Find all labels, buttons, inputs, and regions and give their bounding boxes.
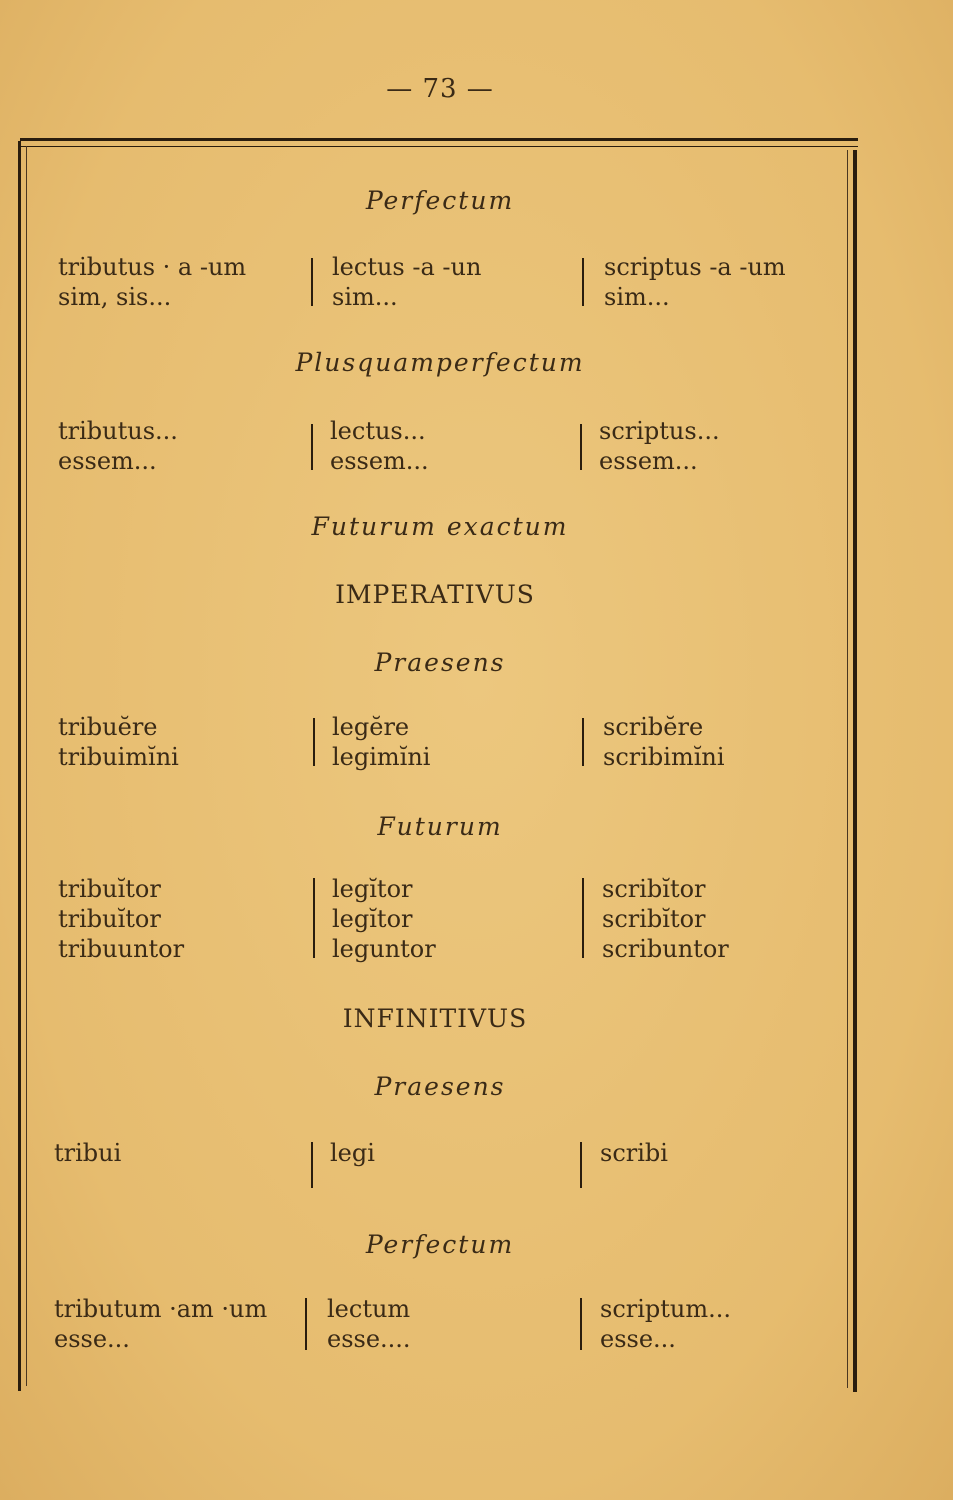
perfectum-col3-line2: sim... bbox=[604, 283, 670, 311]
heading-imperativus-futurum: Futurum bbox=[377, 812, 503, 841]
heading-perfectum: Perfectum bbox=[365, 186, 515, 215]
imp-futurum-col2-line3: leguntor bbox=[332, 935, 436, 963]
perfectum-col3-line1: scriptus -a -um bbox=[604, 253, 786, 281]
plusquam-col3-line1: scriptus... bbox=[599, 417, 720, 445]
inf-perfectum-col1-line2: esse... bbox=[54, 1325, 130, 1353]
imp-praesens-col2-line2: legimĭni bbox=[332, 743, 431, 771]
column-divider bbox=[311, 1142, 313, 1188]
column-divider bbox=[582, 258, 584, 306]
heading-infinitivus-praesens: Praesens bbox=[374, 1072, 506, 1101]
plusquam-col1-line2: essem... bbox=[58, 447, 157, 475]
column-divider bbox=[582, 878, 584, 958]
imp-praesens-col3-line1: scribĕre bbox=[603, 713, 704, 741]
imp-futurum-col3-line2: scribĭtor bbox=[602, 905, 706, 933]
imp-futurum-col2-line1: legĭtor bbox=[332, 875, 413, 903]
heading-imperativus: IMPERATIVUS bbox=[335, 580, 535, 609]
heading-infinitivus-perfectum: Perfectum bbox=[365, 1230, 515, 1259]
column-divider bbox=[311, 424, 313, 470]
plusquam-col2-line2: essem... bbox=[330, 447, 429, 475]
imp-praesens-col3-line2: scribimĭni bbox=[603, 743, 725, 771]
inf-perfectum-col3-line2: esse... bbox=[600, 1325, 676, 1353]
imp-futurum-col1-line2: tribuĭtor bbox=[58, 905, 161, 933]
imp-futurum-col3-line3: scribuntor bbox=[602, 935, 729, 963]
imp-futurum-col2-line2: legĭtor bbox=[332, 905, 413, 933]
column-divider bbox=[580, 1298, 582, 1350]
perfectum-col2-line2: sim... bbox=[332, 283, 398, 311]
imp-futurum-col1-line3: tribuuntor bbox=[58, 935, 185, 963]
top-rule-thick bbox=[20, 138, 858, 141]
inf-praesens-col1-line1: tribui bbox=[54, 1139, 122, 1167]
plusquam-col3-line2: essem... bbox=[599, 447, 698, 475]
column-divider bbox=[305, 1298, 307, 1350]
imp-futurum-col1-line1: tribuĭtor bbox=[58, 875, 161, 903]
top-rule-thin bbox=[20, 146, 858, 147]
heading-imperativus-praesens: Praesens bbox=[374, 648, 506, 677]
inf-perfectum-col2-line1: lectum bbox=[327, 1295, 411, 1323]
perfectum-col1-line1: tributus · a -um bbox=[58, 253, 247, 281]
heading-futurum-exactum: Futurum exactum bbox=[311, 512, 569, 541]
perfectum-col1-line2: sim, sis... bbox=[58, 283, 172, 311]
column-divider bbox=[580, 424, 582, 470]
page-number: — 73 — bbox=[386, 74, 494, 104]
imp-praesens-col2-line1: legĕre bbox=[332, 713, 410, 741]
inf-perfectum-col2-line2: esse.... bbox=[327, 1325, 411, 1353]
plusquam-col1-line1: tributus... bbox=[58, 417, 178, 445]
frame-left-border bbox=[18, 141, 21, 1391]
heading-infinitivus: INFINITIVUS bbox=[342, 1004, 528, 1033]
column-divider bbox=[313, 718, 315, 766]
column-divider bbox=[582, 718, 584, 766]
column-divider bbox=[313, 878, 315, 958]
plusquam-col2-line1: lectus... bbox=[330, 417, 426, 445]
frame-right-border bbox=[853, 150, 857, 1392]
inf-praesens-col3-line1: scribi bbox=[600, 1139, 668, 1167]
column-divider bbox=[311, 258, 313, 306]
heading-plusquamperfectum: Plusquamperfectum bbox=[295, 348, 585, 377]
inf-perfectum-col1-line1: tributum ·am ·um bbox=[54, 1295, 268, 1323]
perfectum-col2-line1: lectus -a -un bbox=[332, 253, 482, 281]
frame-left-inner-border bbox=[26, 146, 27, 1386]
imp-futurum-col3-line1: scribĭtor bbox=[602, 875, 706, 903]
column-divider bbox=[580, 1142, 582, 1188]
frame-right-inner-border bbox=[847, 150, 848, 1388]
inf-praesens-col2-line1: legi bbox=[330, 1139, 375, 1167]
imp-praesens-col1-line2: tribuimĭni bbox=[58, 743, 179, 771]
inf-perfectum-col3-line1: scriptum... bbox=[600, 1295, 732, 1323]
imp-praesens-col1-line1: tribuĕre bbox=[58, 713, 158, 741]
